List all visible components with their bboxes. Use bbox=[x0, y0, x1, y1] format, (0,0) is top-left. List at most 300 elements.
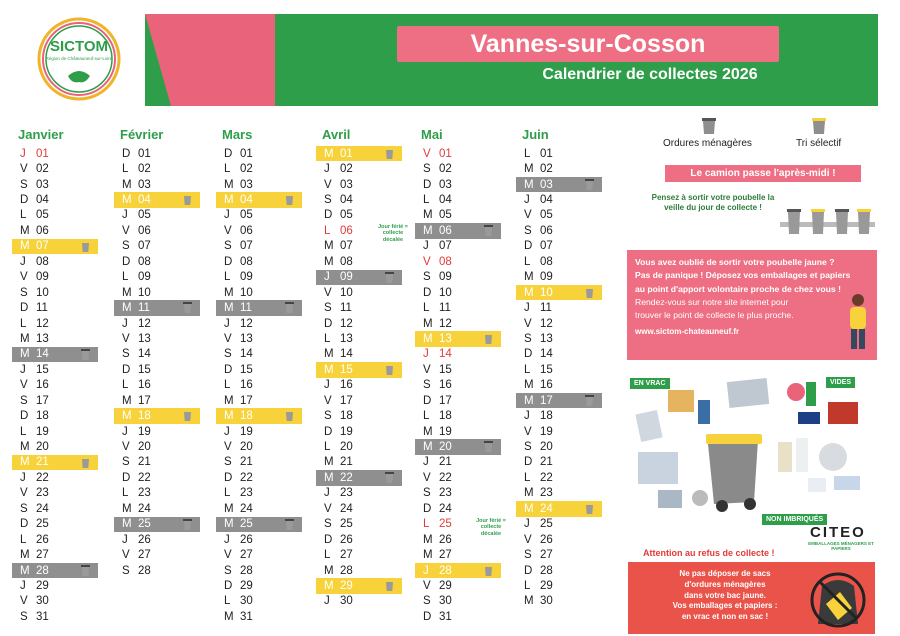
day-row bbox=[12, 223, 98, 238]
day-letter: M bbox=[122, 194, 132, 207]
day-letter: M bbox=[20, 348, 30, 361]
info-line-4: Rendez-vous sur notre site internet pour bbox=[635, 296, 789, 307]
day-letter: J bbox=[20, 147, 26, 160]
day-letter: M bbox=[224, 178, 234, 191]
day-number: 11 bbox=[36, 302, 48, 315]
day-letter: S bbox=[224, 348, 232, 361]
day-row bbox=[12, 532, 98, 547]
day-row bbox=[216, 239, 302, 254]
tri-bin-icon bbox=[81, 241, 90, 252]
day-letter: M bbox=[20, 332, 30, 345]
day-number: 06 bbox=[36, 224, 49, 237]
day-letter: D bbox=[423, 178, 432, 191]
day-row bbox=[12, 192, 98, 207]
day-letter: S bbox=[524, 549, 532, 562]
day-row bbox=[316, 254, 402, 269]
day-number: 09 bbox=[439, 271, 452, 284]
day-number: 17 bbox=[540, 394, 553, 407]
day-letter: M bbox=[423, 332, 433, 345]
day-number: 09 bbox=[138, 271, 151, 284]
day-letter: L bbox=[122, 487, 129, 500]
day-letter: M bbox=[122, 518, 132, 531]
day-row bbox=[415, 393, 501, 408]
day-row bbox=[516, 362, 602, 377]
day-letter: S bbox=[423, 379, 431, 392]
day-letter: J bbox=[122, 425, 128, 438]
day-letter: J bbox=[423, 348, 429, 361]
day-row bbox=[516, 177, 602, 192]
day-letter: L bbox=[324, 441, 331, 454]
day-number: 01 bbox=[439, 147, 452, 160]
day-number: 29 bbox=[540, 579, 553, 592]
day-number: 15 bbox=[36, 363, 49, 376]
day-letter: L bbox=[20, 317, 27, 330]
day-row bbox=[516, 270, 602, 285]
day-row bbox=[316, 594, 402, 609]
day-row bbox=[516, 161, 602, 176]
warn-line-1: Ne pas déposer de sacs bbox=[679, 569, 771, 578]
warning-text bbox=[660, 569, 790, 623]
day-letter: S bbox=[324, 194, 332, 207]
day-row bbox=[216, 192, 302, 207]
day-number: 03 bbox=[36, 178, 49, 191]
day-row bbox=[415, 501, 501, 516]
day-number: 25 bbox=[138, 518, 151, 531]
day-row bbox=[216, 208, 302, 223]
day-row bbox=[516, 439, 602, 454]
day-row bbox=[12, 517, 98, 532]
day-row bbox=[415, 470, 501, 485]
tri-bin-icon bbox=[385, 580, 394, 591]
day-letter: D bbox=[423, 394, 432, 407]
day-row bbox=[216, 439, 302, 454]
day-row bbox=[12, 208, 98, 223]
day-row bbox=[216, 517, 302, 532]
day-row bbox=[216, 547, 302, 562]
day-number: 27 bbox=[340, 549, 353, 562]
day-number: 12 bbox=[340, 317, 353, 330]
day-row bbox=[415, 192, 501, 207]
day-number: 08 bbox=[340, 255, 353, 268]
day-number: 10 bbox=[540, 286, 553, 299]
day-row bbox=[316, 285, 402, 300]
day-letter: J bbox=[324, 379, 330, 392]
day-letter: V bbox=[324, 394, 332, 407]
day-row bbox=[114, 331, 200, 346]
day-letter: M bbox=[423, 533, 433, 546]
info-url-link[interactable]: www.sictom-chateauneuf.fr bbox=[635, 326, 740, 336]
day-row bbox=[216, 316, 302, 331]
day-letter: S bbox=[524, 441, 532, 454]
day-letter: L bbox=[224, 595, 231, 608]
day-row bbox=[12, 146, 98, 161]
day-number: 15 bbox=[340, 363, 353, 376]
day-letter: V bbox=[524, 533, 532, 546]
day-row bbox=[114, 161, 200, 176]
day-letter: D bbox=[122, 255, 131, 268]
day-letter: D bbox=[224, 471, 233, 484]
day-letter: M bbox=[20, 240, 30, 253]
day-letter: M bbox=[224, 194, 234, 207]
ordures-bin-icon bbox=[585, 395, 594, 406]
day-letter: M bbox=[224, 302, 234, 315]
day-number: 05 bbox=[36, 209, 49, 222]
day-number: 21 bbox=[439, 456, 452, 469]
day-number: 09 bbox=[340, 271, 353, 284]
month-title: Juin bbox=[522, 127, 549, 142]
tag-vides: VIDES bbox=[826, 377, 855, 388]
day-letter: V bbox=[423, 471, 431, 484]
day-row bbox=[216, 347, 302, 362]
day-number: 22 bbox=[439, 471, 452, 484]
day-number: 09 bbox=[36, 271, 49, 284]
day-row bbox=[12, 362, 98, 377]
day-letter: M bbox=[122, 502, 132, 515]
day-number: 07 bbox=[340, 240, 353, 253]
day-letter: L bbox=[122, 379, 129, 392]
day-letter: M bbox=[20, 549, 30, 562]
day-number: 29 bbox=[439, 579, 452, 592]
day-letter: L bbox=[324, 332, 331, 345]
day-number: 27 bbox=[36, 549, 49, 562]
day-row bbox=[12, 254, 98, 269]
day-letter: V bbox=[224, 224, 232, 237]
day-row bbox=[216, 563, 302, 578]
citeo-logo: CITEO bbox=[810, 524, 866, 541]
day-letter: L bbox=[20, 209, 27, 222]
day-number: 06 bbox=[439, 224, 452, 237]
day-letter: M bbox=[423, 209, 433, 222]
day-number: 16 bbox=[340, 379, 353, 392]
day-letter: L bbox=[20, 425, 27, 438]
day-number: 03 bbox=[240, 178, 253, 191]
day-letter: S bbox=[524, 224, 532, 237]
note-jour-ferie-mai: Jour férié = collecte décalée bbox=[476, 518, 506, 537]
month-title: Février bbox=[120, 127, 164, 142]
day-number: 13 bbox=[540, 332, 553, 345]
day-letter: D bbox=[224, 579, 233, 592]
day-row bbox=[114, 563, 200, 578]
day-letter: D bbox=[524, 456, 533, 469]
citeo-subtext: EMBALLAGES MÉNAGERS ET PAPIERS bbox=[808, 541, 874, 552]
day-letter: J bbox=[20, 471, 26, 484]
info-line-2: Pas de panique ! Déposez vos emballages et papiers bbox=[635, 270, 851, 281]
day-letter: J bbox=[524, 302, 530, 315]
day-letter: D bbox=[20, 194, 29, 207]
day-row bbox=[12, 486, 98, 501]
day-letter: J bbox=[324, 271, 330, 284]
day-number: 15 bbox=[138, 363, 151, 376]
day-letter: V bbox=[524, 317, 532, 330]
day-number: 31 bbox=[439, 610, 452, 623]
day-number: 23 bbox=[36, 487, 49, 500]
day-number: 24 bbox=[138, 502, 151, 515]
month-column-4 bbox=[415, 124, 501, 625]
legend-tri-label: Tri sélectif bbox=[796, 138, 842, 149]
day-row bbox=[12, 316, 98, 331]
day-letter: L bbox=[224, 487, 231, 500]
day-row bbox=[316, 378, 402, 393]
day-number: 23 bbox=[439, 487, 452, 500]
day-number: 05 bbox=[138, 209, 151, 222]
day-number: 14 bbox=[36, 348, 49, 361]
day-number: 01 bbox=[240, 147, 253, 160]
day-number: 16 bbox=[138, 379, 151, 392]
day-number: 02 bbox=[540, 163, 553, 176]
day-letter: M bbox=[524, 178, 534, 191]
day-row bbox=[316, 517, 402, 532]
ordures-bin-icon bbox=[183, 519, 192, 530]
day-letter: M bbox=[423, 441, 433, 454]
day-letter: L bbox=[224, 163, 231, 176]
day-number: 22 bbox=[240, 471, 253, 484]
day-row bbox=[12, 594, 98, 609]
day-letter: M bbox=[423, 224, 433, 237]
day-row bbox=[415, 223, 501, 238]
tag-non-imbriques: NON IMBRIQUÉS bbox=[762, 514, 827, 525]
month-column-1 bbox=[114, 124, 200, 578]
day-row bbox=[415, 285, 501, 300]
day-row bbox=[415, 424, 501, 439]
ordures-bin-icon bbox=[81, 349, 90, 360]
day-number: 17 bbox=[340, 394, 353, 407]
day-letter: J bbox=[224, 317, 230, 330]
day-number: 27 bbox=[540, 549, 553, 562]
day-row bbox=[516, 331, 602, 346]
day-letter: S bbox=[423, 271, 431, 284]
day-row bbox=[415, 486, 501, 501]
day-row bbox=[516, 517, 602, 532]
day-row bbox=[12, 270, 98, 285]
day-number: 15 bbox=[439, 363, 452, 376]
day-row bbox=[216, 254, 302, 269]
day-number: 19 bbox=[240, 425, 253, 438]
day-letter: V bbox=[224, 441, 232, 454]
day-number: 06 bbox=[138, 224, 151, 237]
day-letter: L bbox=[224, 379, 231, 392]
day-letter: M bbox=[122, 286, 132, 299]
day-number: 21 bbox=[240, 456, 253, 469]
day-row bbox=[216, 393, 302, 408]
day-number: 11 bbox=[540, 302, 552, 315]
day-number: 30 bbox=[340, 595, 353, 608]
day-letter: M bbox=[324, 255, 334, 268]
day-number: 13 bbox=[439, 332, 452, 345]
day-letter: D bbox=[524, 348, 533, 361]
day-row bbox=[114, 347, 200, 362]
page-title: Vannes-sur-Cosson bbox=[397, 26, 779, 62]
day-row bbox=[114, 517, 200, 532]
day-letter: V bbox=[423, 363, 431, 376]
day-row bbox=[316, 424, 402, 439]
day-letter: M bbox=[122, 178, 132, 191]
day-row bbox=[516, 408, 602, 423]
day-number: 12 bbox=[439, 317, 452, 330]
day-letter: J bbox=[20, 363, 26, 376]
day-number: 20 bbox=[340, 441, 353, 454]
day-row bbox=[415, 254, 501, 269]
day-number: 02 bbox=[138, 163, 151, 176]
day-number: 16 bbox=[36, 379, 49, 392]
month-title: Mai bbox=[421, 127, 443, 142]
day-number: 28 bbox=[36, 564, 49, 577]
day-number: 21 bbox=[540, 456, 553, 469]
day-number: 22 bbox=[540, 471, 553, 484]
day-number: 25 bbox=[240, 518, 253, 531]
day-row bbox=[415, 547, 501, 562]
day-number: 12 bbox=[540, 317, 553, 330]
day-number: 15 bbox=[540, 363, 553, 376]
day-row bbox=[415, 270, 501, 285]
day-number: 02 bbox=[439, 163, 452, 176]
day-number: 26 bbox=[240, 533, 253, 546]
day-number: 04 bbox=[439, 194, 452, 207]
day-number: 30 bbox=[540, 595, 553, 608]
day-row bbox=[216, 285, 302, 300]
tri-bin-icon bbox=[585, 287, 594, 298]
day-letter: D bbox=[224, 363, 233, 376]
tri-bin-icon bbox=[183, 410, 192, 421]
day-letter: M bbox=[524, 502, 534, 515]
day-row bbox=[415, 331, 501, 346]
day-letter: V bbox=[524, 209, 532, 222]
day-letter: D bbox=[324, 533, 333, 546]
day-letter: M bbox=[20, 456, 30, 469]
day-number: 25 bbox=[540, 518, 553, 531]
day-number: 28 bbox=[439, 564, 452, 577]
day-row bbox=[415, 347, 501, 362]
day-number: 10 bbox=[138, 286, 151, 299]
day-number: 07 bbox=[138, 240, 151, 253]
day-letter: V bbox=[324, 178, 332, 191]
day-row bbox=[12, 239, 98, 254]
day-letter: L bbox=[423, 410, 430, 423]
day-row bbox=[114, 300, 200, 315]
day-number: 01 bbox=[138, 147, 151, 160]
day-letter: J bbox=[524, 518, 530, 531]
day-letter: V bbox=[20, 487, 28, 500]
day-row bbox=[415, 177, 501, 192]
day-row bbox=[316, 300, 402, 315]
warn-line-3: dans votre bac jaune. bbox=[684, 590, 766, 600]
day-row bbox=[415, 161, 501, 176]
day-letter: J bbox=[122, 533, 128, 546]
day-row bbox=[216, 424, 302, 439]
day-letter: L bbox=[122, 271, 129, 284]
logo-text: SICTOM bbox=[49, 38, 109, 55]
day-number: 08 bbox=[36, 255, 49, 268]
day-row bbox=[12, 455, 98, 470]
day-number: 20 bbox=[540, 441, 553, 454]
day-number: 28 bbox=[240, 564, 253, 577]
tri-bin-icon bbox=[81, 457, 90, 468]
day-number: 05 bbox=[439, 209, 452, 222]
bins-illustration-icon bbox=[780, 200, 875, 240]
day-letter: J bbox=[224, 533, 230, 546]
day-row bbox=[516, 455, 602, 470]
day-number: 26 bbox=[439, 533, 452, 546]
day-number: 06 bbox=[240, 224, 253, 237]
day-row bbox=[114, 393, 200, 408]
day-number: 10 bbox=[240, 286, 253, 299]
day-letter: S bbox=[324, 302, 332, 315]
day-number: 01 bbox=[340, 147, 353, 160]
day-number: 29 bbox=[240, 579, 253, 592]
day-row bbox=[216, 578, 302, 593]
day-row bbox=[216, 501, 302, 516]
day-number: 14 bbox=[138, 348, 151, 361]
day-letter: M bbox=[524, 286, 534, 299]
day-letter: M bbox=[524, 394, 534, 407]
day-row bbox=[415, 578, 501, 593]
day-number: 17 bbox=[240, 394, 253, 407]
day-letter: S bbox=[524, 332, 532, 345]
day-number: 05 bbox=[540, 209, 553, 222]
day-letter: M bbox=[324, 579, 334, 592]
day-number: 31 bbox=[36, 610, 49, 623]
ordures-bin-icon bbox=[183, 302, 192, 313]
day-row bbox=[216, 270, 302, 285]
day-number: 10 bbox=[36, 286, 49, 299]
day-letter: V bbox=[122, 549, 130, 562]
day-number: 28 bbox=[540, 564, 553, 577]
day-letter: L bbox=[524, 255, 531, 268]
logo-subtext: Région de Châteauneuf-sur-Loire bbox=[45, 56, 113, 61]
day-letter: M bbox=[20, 564, 30, 577]
day-letter: M bbox=[324, 456, 334, 469]
warning-title: Attention au refus de collecte ! bbox=[643, 548, 775, 558]
day-letter: L bbox=[524, 471, 531, 484]
day-letter: D bbox=[423, 286, 432, 299]
day-row bbox=[114, 362, 200, 377]
day-letter: V bbox=[20, 379, 28, 392]
day-number: 03 bbox=[138, 178, 151, 191]
day-letter: D bbox=[423, 502, 432, 515]
day-letter: V bbox=[20, 163, 28, 176]
day-letter: V bbox=[20, 271, 28, 284]
day-number: 03 bbox=[439, 178, 452, 191]
day-row bbox=[415, 362, 501, 377]
month-column-0 bbox=[12, 124, 98, 625]
day-number: 30 bbox=[36, 595, 49, 608]
day-row bbox=[516, 470, 602, 485]
day-number: 17 bbox=[36, 394, 49, 407]
reminder-text: Pensez à sortir votre poubelle la veille du jour de collecte ! bbox=[651, 193, 775, 213]
day-number: 07 bbox=[36, 240, 49, 253]
day-letter: M bbox=[224, 410, 234, 423]
day-letter: L bbox=[122, 163, 129, 176]
day-row bbox=[415, 316, 501, 331]
day-number: 19 bbox=[340, 425, 353, 438]
day-letter: D bbox=[122, 363, 131, 376]
day-number: 18 bbox=[540, 410, 553, 423]
day-letter: J bbox=[20, 255, 26, 268]
day-letter: L bbox=[224, 271, 231, 284]
month-column-3 bbox=[316, 124, 402, 609]
day-row bbox=[516, 316, 602, 331]
day-row bbox=[516, 285, 602, 300]
day-letter: V bbox=[324, 286, 332, 299]
day-row bbox=[415, 408, 501, 423]
day-row bbox=[216, 609, 302, 624]
day-row bbox=[216, 532, 302, 547]
day-letter: M bbox=[224, 610, 234, 623]
day-row bbox=[114, 408, 200, 423]
day-letter: M bbox=[122, 302, 132, 315]
day-letter: L bbox=[324, 224, 331, 237]
day-number: 14 bbox=[439, 348, 452, 361]
day-letter: J bbox=[122, 317, 128, 330]
